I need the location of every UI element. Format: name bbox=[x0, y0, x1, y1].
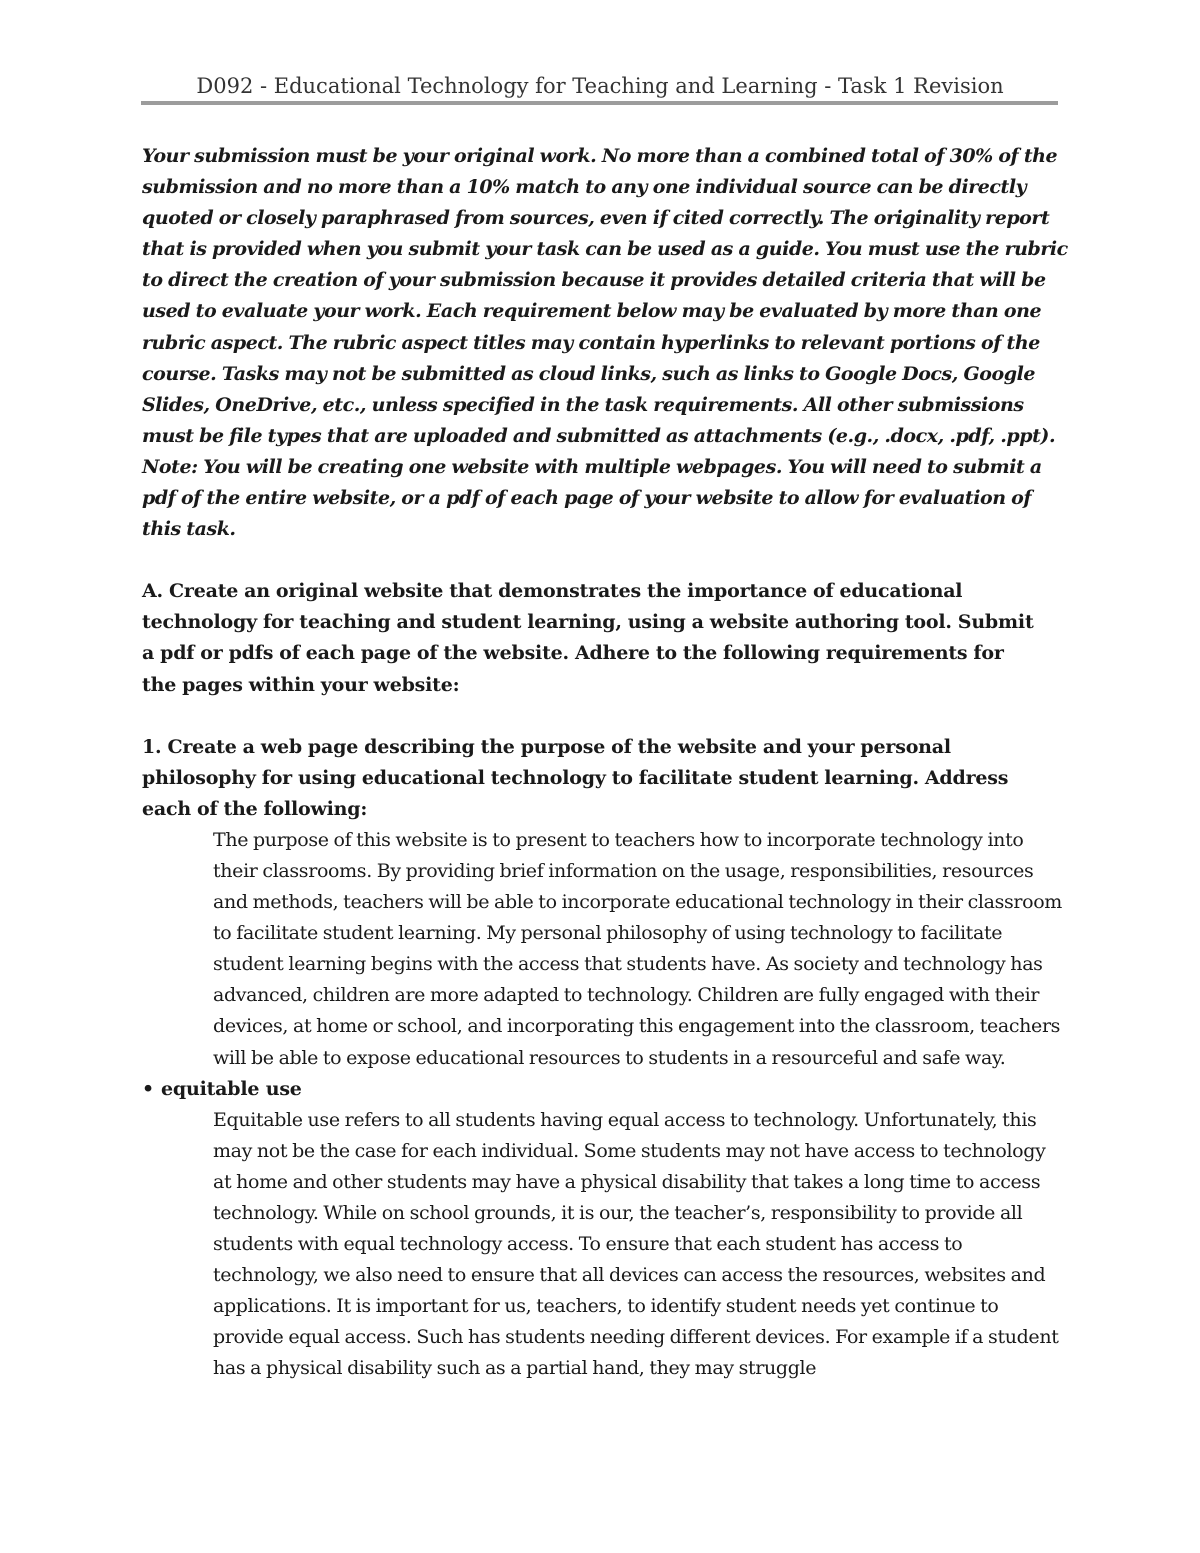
requirement-1-heading: 1. Create a web page describing the purpose of the website and your personal philosophy for using educational technology to facilitate student learning. Address each of the following: bbox=[142, 735, 1009, 820]
equitable-use-answer: Equitable use refers to all students having equal access to technology. Unfortunately, this may not be the case for each individual. Some students may not have access to technology at home and other students may have a physical disability that takes a long time to access technology. While on school grounds, it is our, the teacher’s, responsibility to provide all students with equal technology access. To ensure that each student has access to technology, we also need to ensure that all devices can access the resources, websites and applications. It is important for us, teachers, to identify student needs yet continue to provide equal access. Such has students needing different devices. For example if a student has a physical disability such as a partial hand, they may struggle bbox=[213, 1108, 1059, 1380]
header-divider bbox=[141, 101, 1058, 105]
bullet-equitable-use bbox=[142, 1074, 1062, 1105]
document-body bbox=[142, 141, 1068, 1385]
requirement-1-answer: The purpose of this website is to present to teachers how to incorporate technology into their classrooms. By providing brief information on the usage, responsibilities, resources and methods, teachers will be able to incorporate educational technology in their classroom to facilitate student learning. My personal philosophy of using technology to facilitate student learning begins with the access that students have. As society and technology has advanced, children are more adapted to technology. Children are fully engaged with their devices, at home or school, and incorporating this engagement into the classroom, teachers will be able to expose educational resources to students in a resourceful and safe way. bbox=[213, 828, 1062, 1069]
paragraph-spacer bbox=[142, 701, 1062, 732]
submission-instructions: Your submission must be your original work. No more than a combined total of 30% of the submission and no more than a 10% match to any one individual source can be directly quoted or closely paraphrased from sources, even if cited correctly. The originality report that is provided when you submit your task can be used as a guide. You must use the rubric to direct the creation of your submission because it provides detailed criteria that will be used to evaluate your work. Each requirement below may be evaluated by more than one rubric aspect. The rubric aspect titles may contain hyperlinks to relevant portions of the course. Tasks may not be submitted as cloud links, such as links to Google Docs, Google Slides, OneDrive, etc., unless specified in the task requirements. All other submissions must be file types that are uploaded and submitted as attachments (e.g., .docx, .pdf, .ppt). Note: You will be creating one website with multiple webpages. You will need to submit a pdf of the entire website, or a pdf of each page of your website to allow for evaluation of this task. bbox=[142, 145, 1068, 541]
page-header-title: D092 - Educational Technology for Teaching and Learning - Task 1 Revision bbox=[196, 74, 1004, 98]
bullet-icon: • bbox=[142, 1077, 155, 1100]
paragraph-spacer bbox=[142, 545, 1062, 576]
bullet-label: equitable use bbox=[161, 1077, 302, 1100]
requirement-a-heading: A. Create an original website that demonstrates the importance of educational technology for teaching and student learning, using a website authoring tool. Submit a pdf or pdfs of each page of the website. Adhere to the following requirements for the pages within your website: bbox=[142, 580, 1034, 696]
